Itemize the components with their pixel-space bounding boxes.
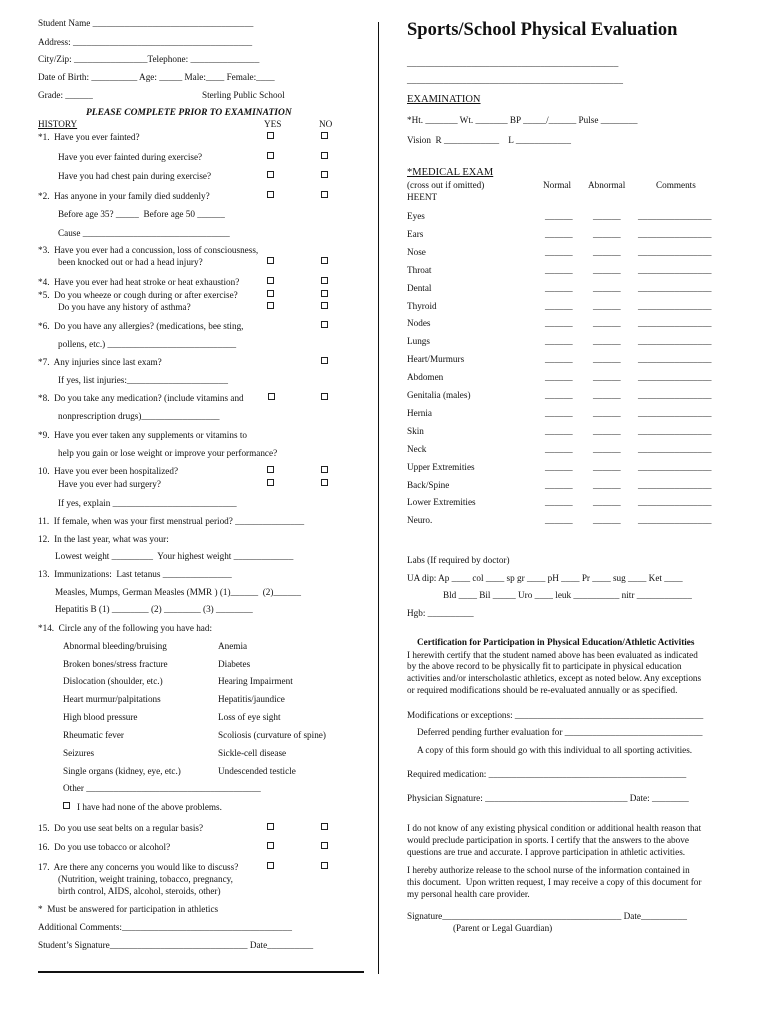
history-heading: HISTORY xyxy=(38,119,78,129)
question-10: 10. Have you ever been hospitalized? xyxy=(38,466,179,476)
grade-field[interactable]: Grade: ______ xyxy=(38,90,93,100)
question-4: *4. Have you ever had heat stroke or heat exhaustion? xyxy=(38,277,240,287)
none-above-label: I have had none of the above problems. xyxy=(77,802,222,812)
condition-item[interactable]: Scoliosis (curvature of spine) xyxy=(218,730,326,740)
comments-blank[interactable]: ________________ xyxy=(638,318,712,329)
cert-text-line: or required modifications should be re-evaluated annually or as specified. xyxy=(407,685,678,695)
medical-exam-heading: *MEDICAL EXAM xyxy=(407,167,494,178)
exam-item-label: Dental xyxy=(407,282,432,293)
q1-yes-checkbox[interactable] xyxy=(267,132,274,139)
other-conditions-field[interactable]: Other ______________________________________ xyxy=(63,783,261,793)
question-8-drugs[interactable]: nonprescription drugs)_________________ xyxy=(58,411,220,421)
modifications-field[interactable]: Modifications or exceptions: _________________________________________ xyxy=(407,710,704,720)
exam-item-label: Nodes xyxy=(407,318,431,329)
condition-item[interactable]: Dislocation (shoulder, etc.) xyxy=(63,676,163,686)
question-2: *2. Has anyone in your family died suddenly? xyxy=(38,191,210,201)
question-3b: been knocked out or had a head injury? xyxy=(58,257,203,267)
comments-blank[interactable]: ________________ xyxy=(638,211,712,221)
question-14: *14. Circle any of the following you have had: xyxy=(38,623,213,633)
normal-blank[interactable]: ______ xyxy=(545,497,573,508)
comments-blank[interactable]: ________________ xyxy=(638,300,712,311)
question-3: *3. Have you ever had a concussion, loss of consciousness, xyxy=(38,245,259,255)
question-6-allergies[interactable]: pollens, etc.) ____________________________ xyxy=(58,339,237,349)
heent-label: HEENT xyxy=(407,192,438,202)
parent-signature-field[interactable]: Signature_______________________________________ Date__________ xyxy=(407,911,687,921)
question-9: *9. Have you ever taken any supplements or vitamins to xyxy=(38,430,247,440)
condition-item[interactable]: Hepatitis/jaundice xyxy=(218,694,285,704)
q4-yes-checkbox[interactable] xyxy=(267,277,274,284)
labs-heading: Labs (If required by doctor) xyxy=(407,555,510,565)
q8-yes-checkbox[interactable] xyxy=(268,393,275,400)
question-11[interactable]: 11. If female, when was your first menstrual period? _______________ xyxy=(38,516,305,526)
normal-column-header: Normal xyxy=(543,180,572,190)
q15-no-checkbox[interactable] xyxy=(321,823,328,830)
q7-no-checkbox[interactable] xyxy=(321,357,328,364)
authorize-line: I hereby authorize release to the school nurse of the information contained in xyxy=(407,865,690,875)
required-medication-field[interactable]: Required medication: ___________________________________________ xyxy=(407,769,687,779)
additional-comments-field[interactable]: Additional Comments:_____________________________________ xyxy=(38,922,292,932)
normal-blank[interactable]: ______ xyxy=(545,407,573,418)
q2-no-checkbox[interactable] xyxy=(321,191,328,198)
certification-title: Certification for Participation in Physical Education/Athletic Activities xyxy=(417,637,695,647)
q1b-yes-checkbox[interactable] xyxy=(267,152,274,159)
hgb-field[interactable]: Hgb: __________ xyxy=(407,608,474,618)
labs-line-1[interactable]: UA dip: Ap ____ col ____ sp gr ____ pH ____ Pr ____ sug ____ Ket ____ xyxy=(407,573,683,583)
question-6: *6. Do you have any allergies? (medications, bee sting, xyxy=(38,321,244,331)
question-5b: Do you have any history of asthma? xyxy=(58,302,191,312)
q2-yes-checkbox[interactable] xyxy=(267,191,274,198)
exam-item-label: Throat xyxy=(407,264,432,275)
comments-blank[interactable]: ________________ xyxy=(638,390,712,400)
q16-no-checkbox[interactable] xyxy=(321,842,328,849)
cert-text-line: I herewith certify that the student named above has been evaluated as indicated xyxy=(407,650,698,660)
q16-yes-checkbox[interactable] xyxy=(267,842,274,849)
exam-item-label: Heart/Murmurs xyxy=(407,354,465,365)
normal-blank[interactable]: ______ xyxy=(545,300,573,311)
abnormal-blank[interactable]: ______ xyxy=(593,318,621,329)
q5-no-checkbox[interactable] xyxy=(321,290,328,297)
comments-blank[interactable]: ________________ xyxy=(638,336,712,347)
yes-column-header: YES xyxy=(264,119,282,129)
question-10-explain[interactable]: If yes, explain ___________________________ xyxy=(58,498,237,508)
question-12-weights[interactable]: Lowest weight _________ Your highest weight _____________ xyxy=(55,551,294,561)
exam-item-label: Back/Spine xyxy=(407,479,450,490)
examination-heading: EXAMINATION xyxy=(407,94,481,105)
q8-no-checkbox[interactable] xyxy=(321,393,328,400)
attestation-line: I do not know of any existing physical condition or additional health reason that xyxy=(407,823,702,833)
normal-blank[interactable]: ______ xyxy=(545,228,573,239)
normal-blank[interactable]: ______ xyxy=(545,461,573,472)
condition-item[interactable]: Diabetes xyxy=(218,659,251,669)
condition-item[interactable]: Loss of eye sight xyxy=(218,712,281,722)
normal-blank[interactable]: ______ xyxy=(545,318,573,329)
question-13[interactable]: 13. Immunizations: Last tetanus _______________ xyxy=(38,569,232,579)
normal-blank[interactable]: ______ xyxy=(545,425,573,436)
normal-blank[interactable]: ______ xyxy=(545,211,573,221)
question-15: 15. Do you use seat belts on a regular basis? xyxy=(38,823,204,833)
abnormal-blank[interactable]: ______ xyxy=(593,443,621,454)
q10b-yes-checkbox[interactable] xyxy=(267,479,274,486)
title-line-2[interactable]: _______________________________________________ xyxy=(407,75,623,85)
condition-item[interactable]: Seizures xyxy=(63,748,95,758)
copy-form-note: A copy of this form should go with this individual to all sporting activities. xyxy=(417,745,693,755)
question-10b: Have you ever had surgery? xyxy=(58,479,161,489)
normal-blank[interactable]: ______ xyxy=(545,246,573,257)
comments-blank[interactable]: ________________ xyxy=(638,228,712,239)
comments-blank[interactable]: ________________ xyxy=(638,246,712,257)
exam-item-label: Neuro. xyxy=(407,515,433,526)
q17-yes-checkbox[interactable] xyxy=(267,862,274,869)
condition-item[interactable]: Anemia xyxy=(218,641,248,651)
normal-blank[interactable]: ______ xyxy=(545,443,573,454)
comments-blank[interactable]: ________________ xyxy=(638,497,712,508)
vitals-line-1[interactable]: *Ht. _______ Wt. _______ BP _____/______ Pulse ________ xyxy=(407,115,638,125)
dob-age-sex-field[interactable]: Date of Birth: __________ Age: _____ Male:____ Female:____ xyxy=(38,72,275,82)
must-answer-note: * Must be answered for participation in athletics xyxy=(38,904,219,914)
comments-blank[interactable]: ________________ xyxy=(638,479,712,490)
abnormal-blank[interactable]: ______ xyxy=(593,425,621,436)
abnormal-blank[interactable]: ______ xyxy=(593,479,621,490)
cert-text-line: by the above record to be physically fit to participate in physical education xyxy=(407,661,682,671)
comments-blank[interactable]: ________________ xyxy=(638,461,712,472)
exam-item-label: Hernia xyxy=(407,407,432,418)
question-17b: (Nutrition, weight training, tobacco, pregnancy, xyxy=(58,874,233,884)
exam-item-label: Skin xyxy=(407,425,424,436)
exam-item-label: Lungs xyxy=(407,336,430,347)
condition-item[interactable]: Sickle-cell disease xyxy=(218,748,287,758)
comments-blank[interactable]: ________________ xyxy=(638,407,712,418)
q15-yes-checkbox[interactable] xyxy=(267,823,274,830)
student-signature-field[interactable]: Student’s Signature______________________________ Date__________ xyxy=(38,940,314,950)
abnormal-blank[interactable]: ______ xyxy=(593,390,621,400)
normal-blank[interactable]: ______ xyxy=(545,479,573,490)
abnormal-blank[interactable]: ______ xyxy=(593,354,621,365)
authorize-line: my personal health care provider. xyxy=(407,889,530,899)
abnormal-blank[interactable]: ______ xyxy=(593,246,621,257)
abnormal-blank[interactable]: ______ xyxy=(593,336,621,347)
comments-blank[interactable]: ________________ xyxy=(638,425,712,436)
q10b-no-checkbox[interactable] xyxy=(321,479,328,486)
abnormal-column-header: Abnormal xyxy=(588,180,626,190)
q5b-yes-checkbox[interactable] xyxy=(267,302,274,309)
abnormal-blank[interactable]: ______ xyxy=(593,300,621,311)
question-1: *1. Have you ever fainted? xyxy=(38,132,140,142)
bottom-rule xyxy=(38,971,364,973)
abnormal-blank[interactable]: ______ xyxy=(593,228,621,239)
question-16: 16. Do you use tobacco or alcohol? xyxy=(38,842,171,852)
question-8: *8. Do you take any medication? (include vitamins and xyxy=(38,393,244,403)
no-column-header: NO xyxy=(319,119,333,129)
parent-guardian-label: (Parent or Legal Guardian) xyxy=(453,923,553,933)
condition-item[interactable]: Broken bones/stress fracture xyxy=(63,659,168,669)
cross-out-note: (cross out if omitted) xyxy=(407,180,485,190)
question-17c: birth control, AIDS, alcohol, steroids, other) xyxy=(58,886,221,896)
abnormal-blank[interactable]: ______ xyxy=(593,461,621,472)
normal-blank[interactable]: ______ xyxy=(545,515,573,526)
q5b-no-checkbox[interactable] xyxy=(321,302,328,309)
q6-no-checkbox[interactable] xyxy=(321,321,328,328)
abnormal-blank[interactable]: ______ xyxy=(593,515,621,526)
q3-no-checkbox[interactable] xyxy=(321,257,328,264)
q1b-no-checkbox[interactable] xyxy=(321,152,328,159)
comments-column-header: Comments xyxy=(656,180,696,190)
exam-item-label: Genitalia (males) xyxy=(407,390,471,400)
q10-yes-checkbox[interactable] xyxy=(267,466,274,473)
question-2-age[interactable]: Before age 35? _____ Before age 50 ______ xyxy=(58,209,225,219)
question-1c: Have you had chest pain during exercise? xyxy=(58,171,212,181)
cert-text-line: activities and/or interscholastic athletics, except as noted below. Any exceptions xyxy=(407,673,702,683)
question-9b: help you gain or lose weight or improve your performance? xyxy=(58,448,278,458)
exam-item-label: Lower Extremities xyxy=(407,497,476,508)
exam-item-label: Thyroid xyxy=(407,300,437,311)
normal-blank[interactable]: ______ xyxy=(545,390,573,400)
school-name: Sterling Public School xyxy=(202,90,285,100)
abnormal-blank[interactable]: ______ xyxy=(593,372,621,383)
attestation-line: questions are true and accurate. I approve participation in athletic activities. xyxy=(407,847,686,857)
exam-item-label: Neck xyxy=(407,443,427,454)
title-line-1[interactable]: ______________________________________________ xyxy=(407,58,619,68)
exam-item-label: Nose xyxy=(407,246,426,257)
comments-blank[interactable]: ________________ xyxy=(638,515,712,526)
physician-signature-field[interactable]: Physician Signature: _______________________________ Date: ________ xyxy=(407,793,689,803)
question-17: 17. Are there any concerns you would like to discuss? xyxy=(38,862,239,872)
question-5: *5. Do you wheeze or cough during or after exercise? xyxy=(38,290,238,300)
question-13-mmr[interactable]: Measles, Mumps, German Measles (MMR ) (1)______ (2)______ xyxy=(55,587,301,597)
abnormal-blank[interactable]: ______ xyxy=(593,211,621,221)
condition-item[interactable]: Hearing Impairment xyxy=(218,676,293,686)
q1c-no-checkbox[interactable] xyxy=(321,171,328,178)
condition-item[interactable]: Abnormal bleeding/bruising xyxy=(63,641,167,651)
comments-blank[interactable]: ________________ xyxy=(638,354,712,365)
comments-blank[interactable]: ________________ xyxy=(638,282,712,293)
q1c-yes-checkbox[interactable] xyxy=(267,171,274,178)
q1-no-checkbox[interactable] xyxy=(321,132,328,139)
exam-item-label: Ears xyxy=(407,228,424,239)
abnormal-blank[interactable]: ______ xyxy=(593,282,621,293)
q3-yes-checkbox[interactable] xyxy=(267,257,274,264)
condition-item[interactable]: Rheumatic fever xyxy=(63,730,124,740)
condition-item[interactable]: Single organs (kidney, eye, etc.) xyxy=(63,766,181,776)
question-13-hepatitis[interactable]: Hepatitis B (1) ________ (2) ________ (3) ________ xyxy=(55,604,253,614)
vitals-line-2[interactable]: Vision R ____________ L ____________ xyxy=(407,135,571,145)
normal-blank[interactable]: ______ xyxy=(545,354,573,365)
q5-yes-checkbox[interactable] xyxy=(267,290,274,297)
deferred-field[interactable]: Deferred pending further evaluation for ______________________________ xyxy=(417,727,703,737)
city-zip-telephone-field[interactable]: City/Zip: ________________Telephone: _______________ xyxy=(38,54,260,64)
exam-item-label: Abdomen xyxy=(407,372,444,383)
condition-item[interactable]: High blood pressure xyxy=(63,712,138,722)
q4-no-checkbox[interactable] xyxy=(321,277,328,284)
q17-no-checkbox[interactable] xyxy=(321,862,328,869)
question-1b: Have you ever fainted during exercise? xyxy=(58,152,203,162)
q10-no-checkbox[interactable] xyxy=(321,466,328,473)
comments-blank[interactable]: ________________ xyxy=(638,264,712,275)
page-title: Sports/School Physical Evaluation xyxy=(407,20,678,40)
none-above-checkbox[interactable] xyxy=(63,802,70,809)
abnormal-blank[interactable]: ______ xyxy=(593,407,621,418)
exam-item-label: Eyes xyxy=(407,211,425,221)
normal-blank[interactable]: ______ xyxy=(545,336,573,347)
comments-blank[interactable]: ________________ xyxy=(638,443,712,454)
column-divider xyxy=(378,22,379,974)
condition-item[interactable]: Heart murmur/palpitations xyxy=(63,694,161,704)
exam-item-label: Upper Extremities xyxy=(407,461,475,472)
condition-item[interactable]: Undescended testicle xyxy=(218,766,296,776)
attestation-line: would preclude participation in sports. I certify that the answers to the above xyxy=(407,835,689,845)
student-name-field[interactable]: Student Name ___________________________________ xyxy=(38,18,254,28)
comments-blank[interactable]: ________________ xyxy=(638,372,712,383)
question-7: *7. Any injuries since last exam? xyxy=(38,357,162,367)
abnormal-blank[interactable]: ______ xyxy=(593,497,621,508)
please-complete-heading: PLEASE COMPLETE PRIOR TO EXAMINATION xyxy=(86,108,292,118)
authorize-line: this document. Upon written request, I may receive a copy of this document for xyxy=(407,877,702,887)
question-12: 12. In the last year, what was your: xyxy=(38,534,169,544)
abnormal-blank[interactable]: ______ xyxy=(593,264,621,275)
labs-line-2[interactable]: Bld ____ Bil _____ Uro ____ leuk __________ nitr ____________ xyxy=(443,590,692,600)
normal-blank[interactable]: ______ xyxy=(545,282,573,293)
address-field[interactable]: Address: _______________________________________ xyxy=(38,37,253,47)
normal-blank[interactable]: ______ xyxy=(545,372,573,383)
normal-blank[interactable]: ______ xyxy=(545,264,573,275)
question-2-cause[interactable]: Cause ________________________________ xyxy=(58,228,230,238)
question-7-injuries[interactable]: If yes, list injuries:______________________ xyxy=(58,375,228,385)
